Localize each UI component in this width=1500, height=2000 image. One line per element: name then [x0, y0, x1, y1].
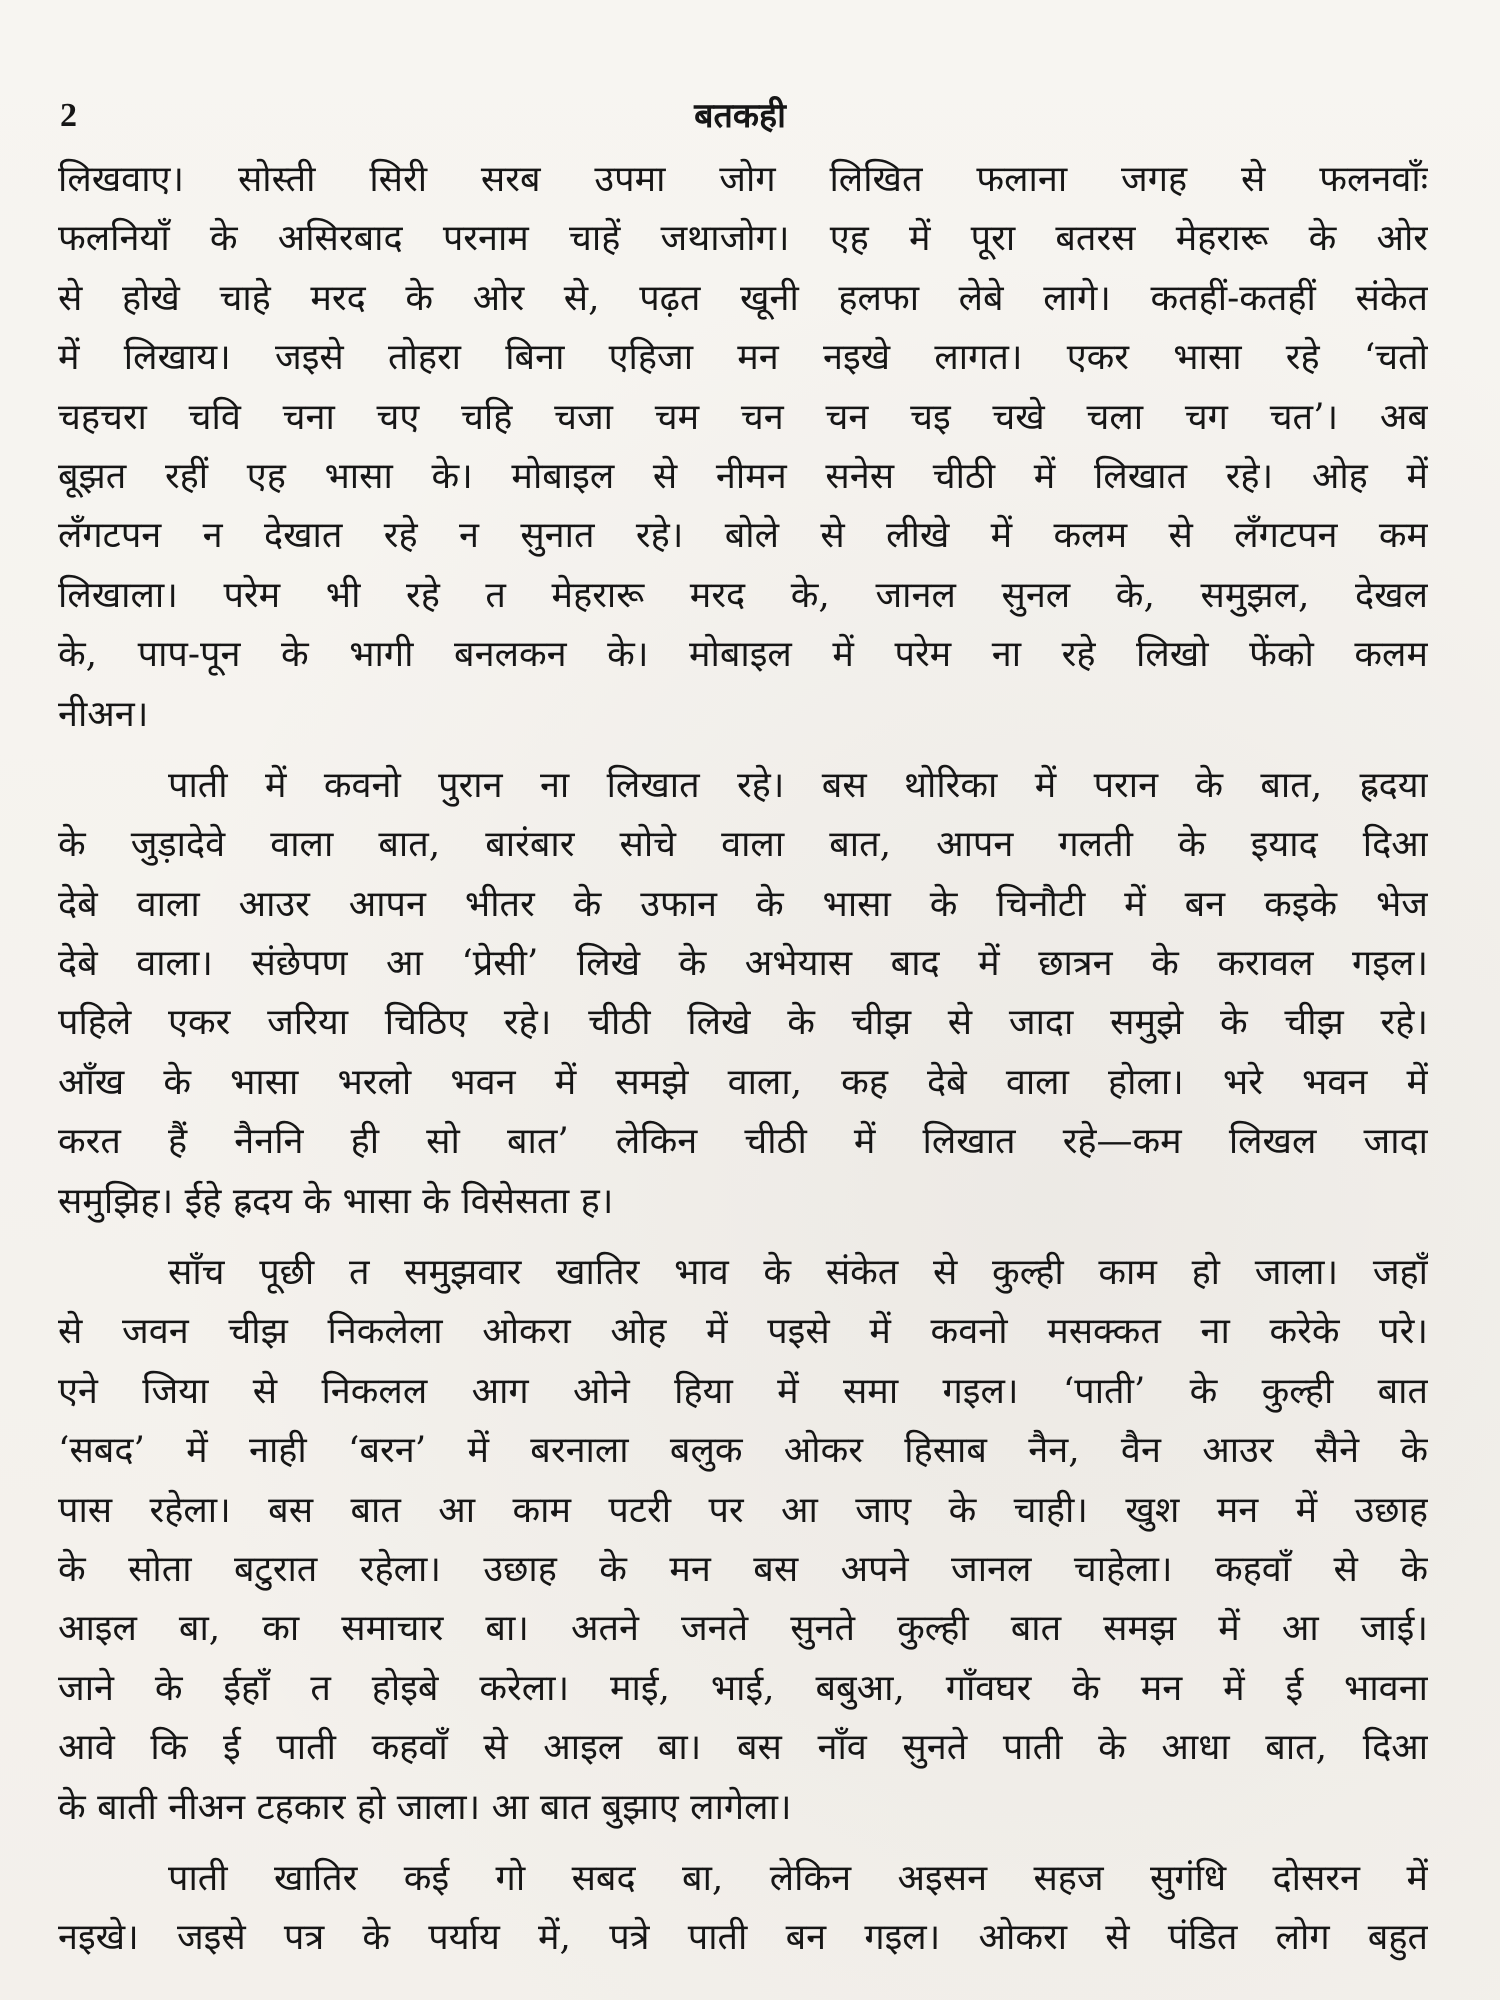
text-line: लँगटपन न देखात रहे न सुनात रहे। बोले से लीखे में कलम से लँगटपन कम [58, 515, 1428, 557]
text-line: लिखाला। परेम भी रहे त मेहरारू मरद के, जानल सुनल के, समुझल, देखल [58, 574, 1428, 616]
page-number: 2 [60, 97, 77, 134]
text-line: पहिले एकर जरिया चिठिए रहे। चीठी लिखे के चीझ से जादा समुझे के चीझ रहे। [58, 1002, 1428, 1044]
paragraph-4 [58, 1849, 1428, 1968]
text-line: के, पाप-पून के भागी बनलकन के। मोबाइल में परेम ना रहे लिखो फेंको कलम [58, 634, 1428, 676]
text-line: के जुड़ादेवे वाला बात, बारंबार सोचे वाला बात, आपन गलती के इयाद दिआ [58, 824, 1428, 866]
text-line: एने जिया से निकलल आग ओने हिया में समा गइल। ‘पाती’ के कुल्ही बात [58, 1370, 1428, 1412]
text-line: साँच पूछी त समुझवार खातिर भाव के संकेत से कुल्ही काम हो जाला। जहाँ [168, 1252, 1428, 1294]
paragraph-1 [58, 150, 1428, 744]
text-line: से होखे चाहे मरद के ओर से, पढ़त खूनी हलफा लेबे लागे। कतहीं-कतहीं संकेत [58, 277, 1428, 319]
text-line: में लिखाय। जइसे तोहरा बिना एहिजा मन नइखे लागत। एकर भासा रहे ‘चतो [58, 337, 1428, 379]
text-line: के सोता बटुरात रहेला। उछाह के मन बस अपने जानल चाहेला। कहवाँ से के [58, 1548, 1428, 1590]
paragraph-gap [58, 744, 1428, 756]
text-line: आवे कि ई पाती कहवाँ से आइल बा। बस नाँव सुनते पाती के आधा बात, दिआ [58, 1727, 1428, 1769]
text-line: पास रहेला। बस बात आ काम पटरी पर आ जाए के चाही। खुश मन में उछाह [58, 1489, 1428, 1531]
text-line: से जवन चीझ निकलेला ओकरा ओह में पइसे में कवनो मसक्कत ना करेके परे। [58, 1311, 1428, 1353]
text-line: चहचरा चवि चना चए चहि चजा चम चन चन चइ चखे चला चग चत’। अब [58, 396, 1428, 438]
text-line: के बाती नीअन टहकार हो जाला। आ बात बुझाए लागेला। [58, 1786, 792, 1828]
text-line: फलनियाँ के असिरबाद परनाम चाहें जथाजोग। एह में पूरा बतरस मेहरारू के ओर [58, 218, 1428, 260]
text-line: नइखे। जइसे पत्र के पर्याय में, पत्रे पाती बन गइल। ओकरा से पंडित लोग बहुत [58, 1917, 1428, 1959]
text-line: समुझिह। ईहे ह्रदय के भासा के विसेसता ह। [58, 1180, 614, 1222]
page-header [60, 92, 1420, 140]
text-line: लिखवाए। सोस्ती सिरी सरब उपमा जोग लिखित फलाना जगह से फलनवाँः [58, 159, 1428, 200]
text-line: पाती खातिर कई गो सबद बा, लेकिन अइसन सहज सुगंधि दोसरन में [168, 1857, 1428, 1899]
running-head-title: बतकही [694, 96, 786, 136]
paragraph-2 [58, 756, 1428, 1231]
paragraph-gap [58, 1231, 1428, 1243]
body-text [58, 150, 1428, 1968]
text-line: नीअन। [58, 693, 149, 735]
text-line: जाने के ईहाँ त होइबे करेला। माई, भाई, बबुआ, गाँवघर के मन में ई भावना [58, 1667, 1428, 1709]
text-line: आँख के भासा भरलो भवन में समझे वाला, कह देबे वाला होला। भरे भवन में [58, 1061, 1428, 1103]
text-line: पाती में कवनो पुरान ना लिखात रहे। बस थोरिका में परान के बात, ह्रदया [168, 764, 1428, 806]
text-line: बूझत रहीं एह भासा के। मोबाइल से नीमन सनेस चीठी में लिखात रहे। ओह में [58, 455, 1428, 497]
text-line: करत हैं नैननि ही सो बात’ लेकिन चीठी में लिखात रहे—कम लिखल जादा [58, 1121, 1428, 1163]
text-line: देबे वाला आउर आपन भीतर के उफान के भासा के चिनौटी में बन कइके भेज [58, 883, 1428, 925]
text-line: देबे वाला। संछेपण आ ‘प्रेसी’ लिखे के अभेयास बाद में छात्रन के करावल गइल। [58, 943, 1428, 985]
text-line: आइल बा, का समाचार बा। अतने जनते सुनते कुल्ही बात समझ में आ जाई। [58, 1608, 1428, 1650]
text-line: ‘सबद’ में नाही ‘बरन’ में बरनाला बलुक ओकर हिसाब नैन, वैन आउर सैने के [58, 1430, 1428, 1472]
paragraph-3 [58, 1243, 1428, 1837]
paragraph-gap [58, 1837, 1428, 1849]
